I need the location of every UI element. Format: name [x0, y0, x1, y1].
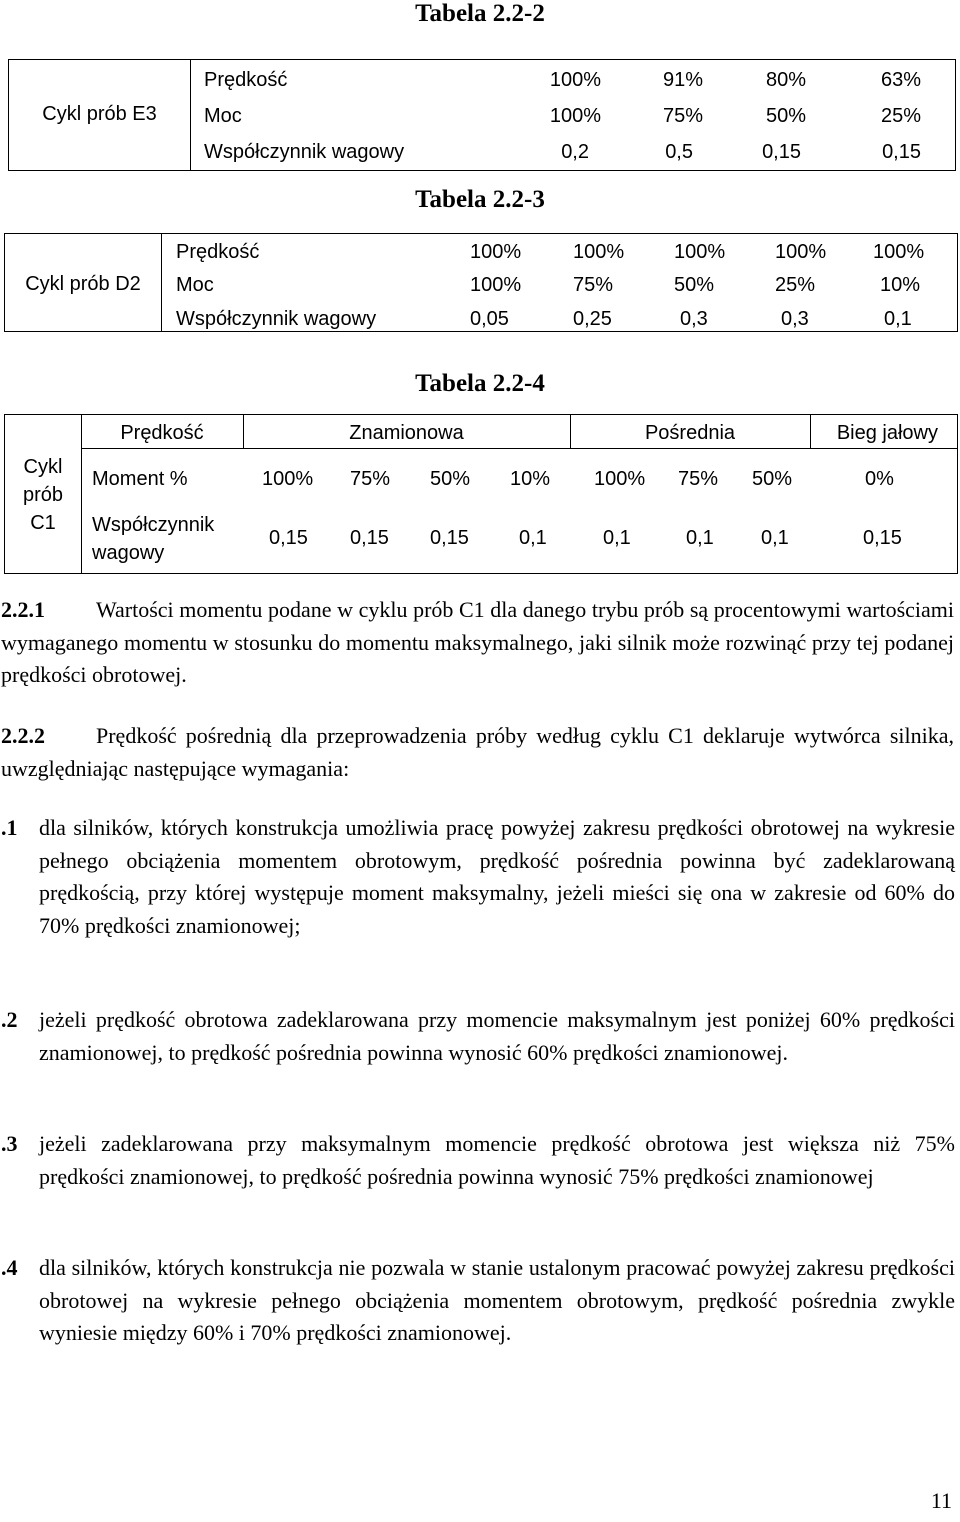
list-item-number: .1: [1, 815, 18, 840]
table-e3-cell: 50%: [765, 105, 806, 127]
table-c1-weight-label: [92, 511, 214, 567]
table-e3-cell: 91%: [662, 69, 703, 91]
table-c1-weight-cell: 0,15: [269, 527, 308, 549]
table-d2-cell: 75%: [573, 274, 614, 296]
table-e3-cell: 0,15: [762, 141, 801, 163]
list-item-number: .3: [1, 1131, 18, 1156]
list-item-number: .2: [1, 1007, 18, 1032]
table-e3-cell: 80%: [765, 69, 806, 91]
table-divider: [81, 448, 957, 449]
table-c1-cycle-line: prób: [22, 484, 64, 506]
table-e3-caption: Tabela 2.2-2: [415, 0, 545, 27]
table-d2-cycle: Cykl prób D2: [25, 273, 141, 295]
table-c1-caption: Tabela 2.2-4: [415, 370, 545, 397]
table-d2-cell: 25%: [775, 274, 816, 296]
table-c1-speed-group: Bieg jałowy: [836, 422, 938, 444]
page-number: 11: [930, 1488, 952, 1513]
table-d2-cell: 10%: [880, 274, 921, 296]
table-c1-weight-cell: 0,1: [686, 527, 714, 549]
list-item-number: .4: [1, 1255, 18, 1280]
table-c1-moment-cell: 0%: [865, 468, 894, 490]
table-c1-cycle-line: Cykl: [23, 456, 63, 478]
table-d2-row-label: Moc: [176, 274, 214, 296]
table-c1-weight-cell: 0,1: [761, 527, 789, 549]
table-d2-cell: 100%: [873, 241, 925, 263]
table-c1-moment-cell: 10%: [510, 468, 551, 490]
table-c1-cycle-line: C1: [30, 512, 56, 534]
table-d2-caption: Tabela 2.2-3: [415, 186, 545, 213]
table-e3-row-label: Współczynnik wagowy: [204, 141, 405, 163]
table-c1-weight-label-line: wagowy: [92, 542, 165, 564]
table-c1-moment-cell: 75%: [350, 468, 391, 490]
table-c1: [4, 414, 958, 574]
table-d2-cell: 0,25: [573, 308, 612, 330]
table-c1-moment-cell: 100%: [262, 468, 314, 490]
table-e3-cell: 100%: [549, 105, 601, 127]
table-d2-cell: 50%: [674, 274, 715, 296]
table-d2-row-label: Współczynnik wagowy: [176, 308, 377, 330]
table-c1-cycle: [5, 453, 81, 537]
table-c1-weight-cell: 0,15: [430, 527, 469, 549]
table-c1-speed-group: Pośrednia: [644, 422, 736, 444]
list-item: dla silników, których konstrukcja umożliwia pracę powyżej zakresu prędkości obrotowej na wykresie pełnego obciążenia momentem obrotowym, prędkość pośrednia powinna być zadeklarowaną prędkością, przy której występuje moment maksymalny, jeżeli mieści się ona w zakresie od 60% do 70% prędkości znamionowej;: [39, 815, 955, 938]
table-c1-moment-label: Moment %: [92, 468, 188, 490]
table-e3-row-label: Moc: [204, 105, 242, 127]
list-item: jeżeli prędkość obrotowa zadeklarowana przy momencie maksymalnym jest poniżej 60% prędkości znamionowej, to prędkość pośrednia powinna wynosić 60% prędkości znamionowej.: [39, 1007, 955, 1065]
paragraph-text: Wartości momentu podane w cyklu prób C1 dla danego trybu prób są procentowymi wartościami wymaganego momentu w stosunku do momentu maksymalnego, jaki silnik może rozwinąć przy tej podanej prędkości obrotowej.: [1, 597, 954, 687]
table-d2-cell: 0,3: [781, 308, 809, 330]
table-e3-cell: 75%: [662, 105, 703, 127]
table-c1-moment-cell: 100%: [594, 468, 646, 490]
table-e3-cell: 100%: [549, 69, 601, 91]
table-d2-row-label: Prędkość: [176, 241, 260, 263]
table-e3: [8, 59, 956, 171]
list-item: jeżeli zadeklarowana przy maksymalnym momencie prędkość obrotowa jest większa niż 75% prędkości znamionowej, to prędkość pośrednia powinna wynosić 75% prędkości znamionowej: [39, 1131, 955, 1189]
paragraph-2-2-1: [1, 594, 954, 692]
table-c1-weight-cell: 0,1: [519, 527, 547, 549]
table-c1-moment-cell: 50%: [430, 468, 471, 490]
table-e3-cycle: Cykl prób E3: [42, 103, 157, 125]
table-d2: [4, 233, 958, 332]
table-d2-cell: 100%: [470, 241, 522, 263]
table-e3-cell: 0,15: [882, 141, 921, 163]
table-c1-speed-group: Znamionowa: [349, 422, 464, 444]
table-d2-cell: 0,05: [470, 308, 509, 330]
table-d2-cell: 100%: [674, 241, 726, 263]
table-e3-cell: 0,5: [665, 141, 693, 163]
table-c1-moment-cell: 75%: [678, 468, 719, 490]
list-item: dla silników, których konstrukcja nie pozwala w stanie ustalonym pracować powyżej zakresu prędkości obrotowej na wykresie pełnego obciążenia momentem obrotowym, prędkość pośrednia zwykle wyniesie między 60% i 70% prędkości znamionowej.: [39, 1255, 955, 1345]
paragraph-2-2-2: [1, 720, 954, 785]
table-d2-cell: 100%: [573, 241, 625, 263]
paragraph-text: Prędkość pośrednią dla przeprowadzenia próby według cyklu C1 deklaruje wytwórca silnika, uwzględniając następujące wymagania:: [1, 723, 954, 781]
table-c1-weight-cell: 0,15: [863, 527, 902, 549]
table-c1-speed-label: Prędkość: [120, 422, 204, 444]
table-d2-cell: 0,1: [884, 308, 912, 330]
table-c1-moment-cell: 50%: [752, 468, 793, 490]
table-e3-row-label: Prędkość: [204, 69, 288, 91]
table-c1-weight-cell: 0,1: [603, 527, 631, 549]
table-divider: [190, 60, 191, 170]
table-d2-cell: 100%: [470, 274, 522, 296]
table-divider: [161, 234, 162, 331]
table-e3-cell: 0,2: [561, 141, 589, 163]
table-e3-cell: 63%: [880, 69, 921, 91]
table-c1-weight-cell: 0,15: [350, 527, 389, 549]
table-e3-cell: 25%: [880, 105, 921, 127]
paragraph-number-2-2-1: 2.2.1: [1, 597, 45, 622]
table-d2-cell: 0,3: [680, 308, 708, 330]
table-c1-weight-label-line: Współczynnik: [92, 514, 215, 536]
paragraph-number-2-2-2: 2.2.2: [1, 723, 45, 748]
table-d2-cell: 100%: [775, 241, 827, 263]
